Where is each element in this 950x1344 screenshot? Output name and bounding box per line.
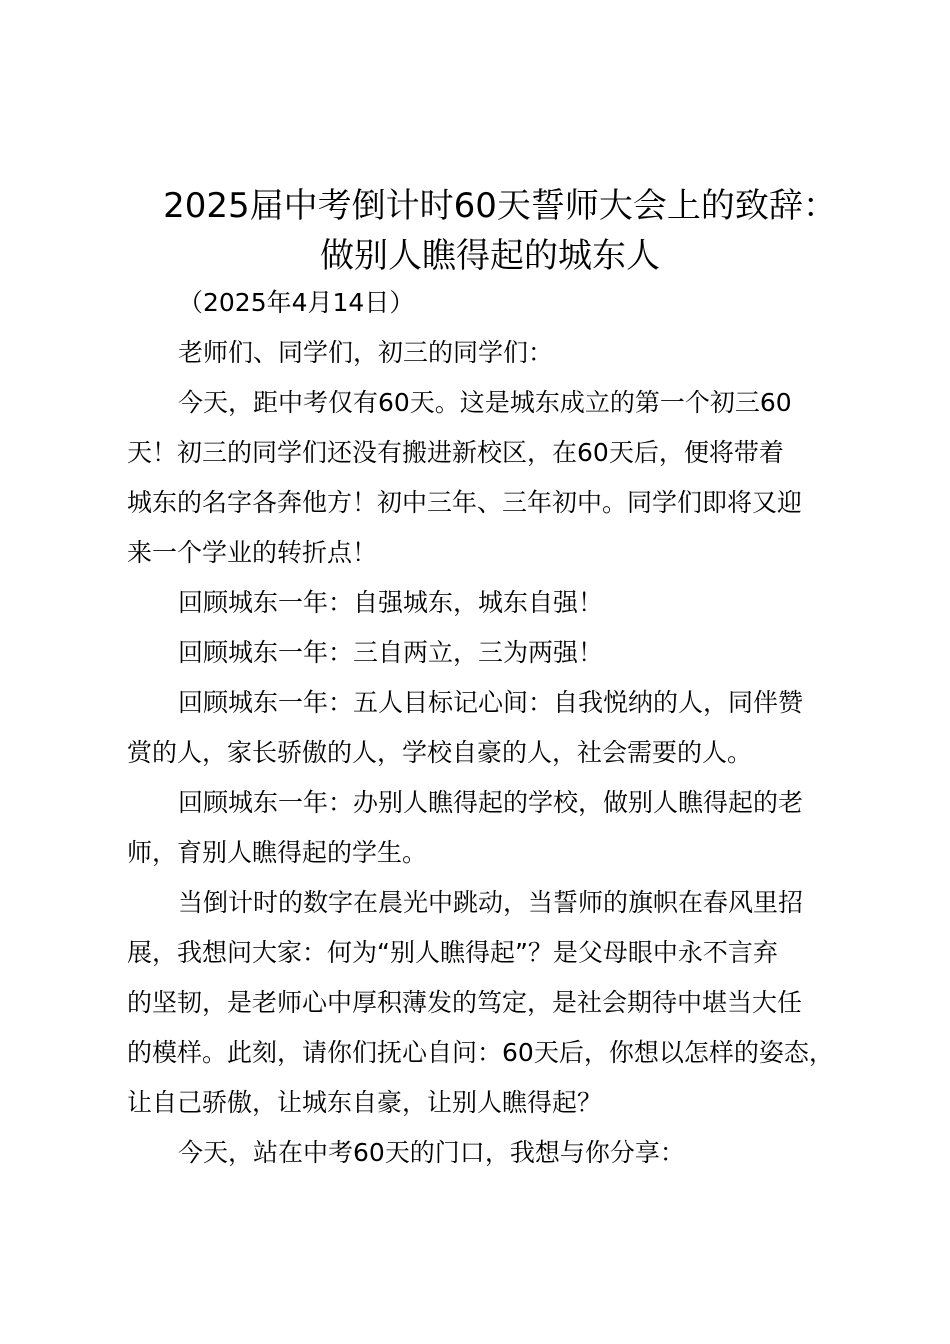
paragraph-line: 今天，站在中考60天的门口，我想与你分享：	[178, 1138, 685, 1167]
paragraph-line: 当倒计时的数字在晨光中跳动，当誓师的旗帜在春风里招	[178, 888, 804, 917]
paragraph-share	[127, 1128, 867, 1178]
paragraph-intro	[127, 378, 867, 578]
paragraph-line: 回顾城东一年：办别人瞧得起的学校，做别人瞧得起的老	[178, 788, 804, 817]
paragraph-line: 的坚韧，是老师心中厚积薄发的笃定，是社会期待中堪当大任	[127, 988, 803, 1017]
paragraph-review-3	[127, 678, 867, 778]
paragraph-line: 回顾城东一年：自强城东，城东自强！	[178, 588, 604, 617]
paragraph-line: 赏的人，家长骄傲的人，学校自豪的人，社会需要的人。	[127, 738, 753, 767]
document-body	[127, 278, 867, 1178]
paragraph-line: 今天，距中考仅有60天。这是城东成立的第一个初三60	[178, 388, 792, 417]
paragraph-review-4	[127, 778, 867, 878]
paragraph-greeting	[127, 328, 867, 378]
paragraph-line: 天！初三的同学们还没有搬进新校区，在60天后，便将带着	[127, 438, 784, 467]
paragraph-line: 回顾城东一年：三自两立，三为两强！	[178, 638, 604, 667]
paragraph-line: 师，育别人瞧得起的学生。	[127, 838, 428, 867]
paragraph-review-1	[127, 578, 867, 628]
paragraph-line: 回顾城东一年：五人目标记心间：自我悦纳的人，同伴赞	[178, 688, 804, 717]
date-line: （2025年4月14日）	[178, 288, 415, 317]
paragraph-review-2	[127, 628, 867, 678]
paragraph-question	[127, 878, 867, 1128]
paragraph-line: 让自己骄傲，让城东自豪，让别人瞧得起？	[127, 1088, 603, 1117]
title-line-1: 2025届中考倒计时60天誓师大会上的致辞：	[163, 186, 837, 226]
paragraph-line: 城东的名字各奔他方！初中三年、三年初中。同学们即将又迎	[127, 488, 803, 517]
paragraph-line: 的模样。此刻，请你们抚心自问：60天后，你想以怎样的姿态，	[127, 1038, 834, 1067]
title-line-2: 做别人瞧得起的城东人	[320, 236, 660, 276]
paragraph-line: 展，我想问大家：何为“别人瞧得起”？是父母眼中永不言弃	[127, 938, 778, 967]
paragraph-line: 来一个学业的转折点！	[127, 538, 378, 567]
paragraph-line: 老师们、同学们，初三的同学们：	[178, 338, 554, 367]
